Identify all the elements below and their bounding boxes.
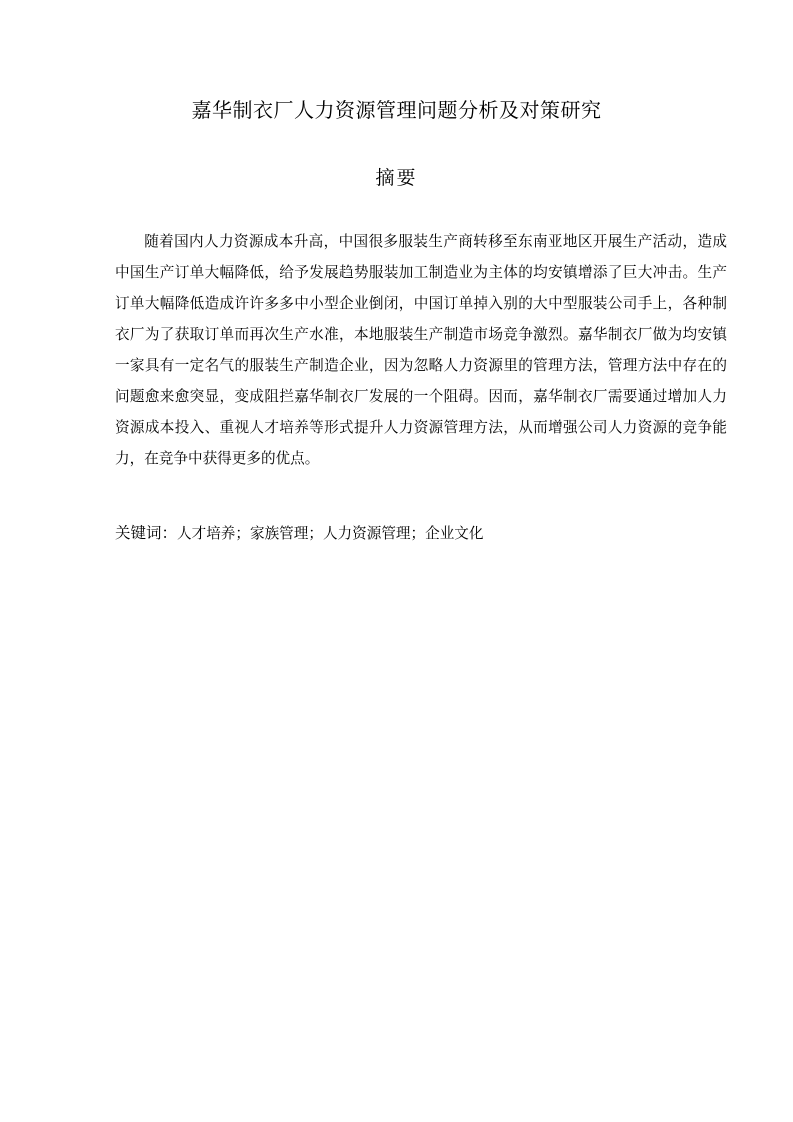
paper-title: 嘉华制衣厂人力资源管理问题分析及对策研究: [191, 98, 602, 122]
abstract-heading: 摘要: [375, 167, 418, 189]
keywords-line: [115, 519, 727, 548]
keywords-label: 关键词：: [115, 524, 178, 542]
keywords-text: 人才培养；家族管理；人力资源管理；企业文化: [177, 525, 484, 542]
abstract-body: 随着国内人力资源成本升高，中国很多服装生产商转移至东南亚地区开展生产活动，造成中国生产订单大幅降低，给予发展趋势服装加工制造业为主体的均安镇增添了巨大冲击。生产订单大幅降低造成许许多多中小型企业倒闭，中国订单掉入别的大中型服装公司手上，各种制衣厂为了获取订单而再次生产水准，本地服装生产制造市场竞争激烈。嘉华制衣厂做为均安镇一家具有一定名气的服装生产制造企业，因为忽略人力资源里的管理方法，管理方法中存在的问题愈来愈突显，变成阻拦嘉华制衣厂发展的一个阻碍。因而，嘉华制衣厂需要通过增加人力资源成本投入、重视人才培养等形式提升人力资源管理方法，从而增强公司人力资源的竞争能力，在竞争中获得更多的优点。: [115, 233, 727, 467]
